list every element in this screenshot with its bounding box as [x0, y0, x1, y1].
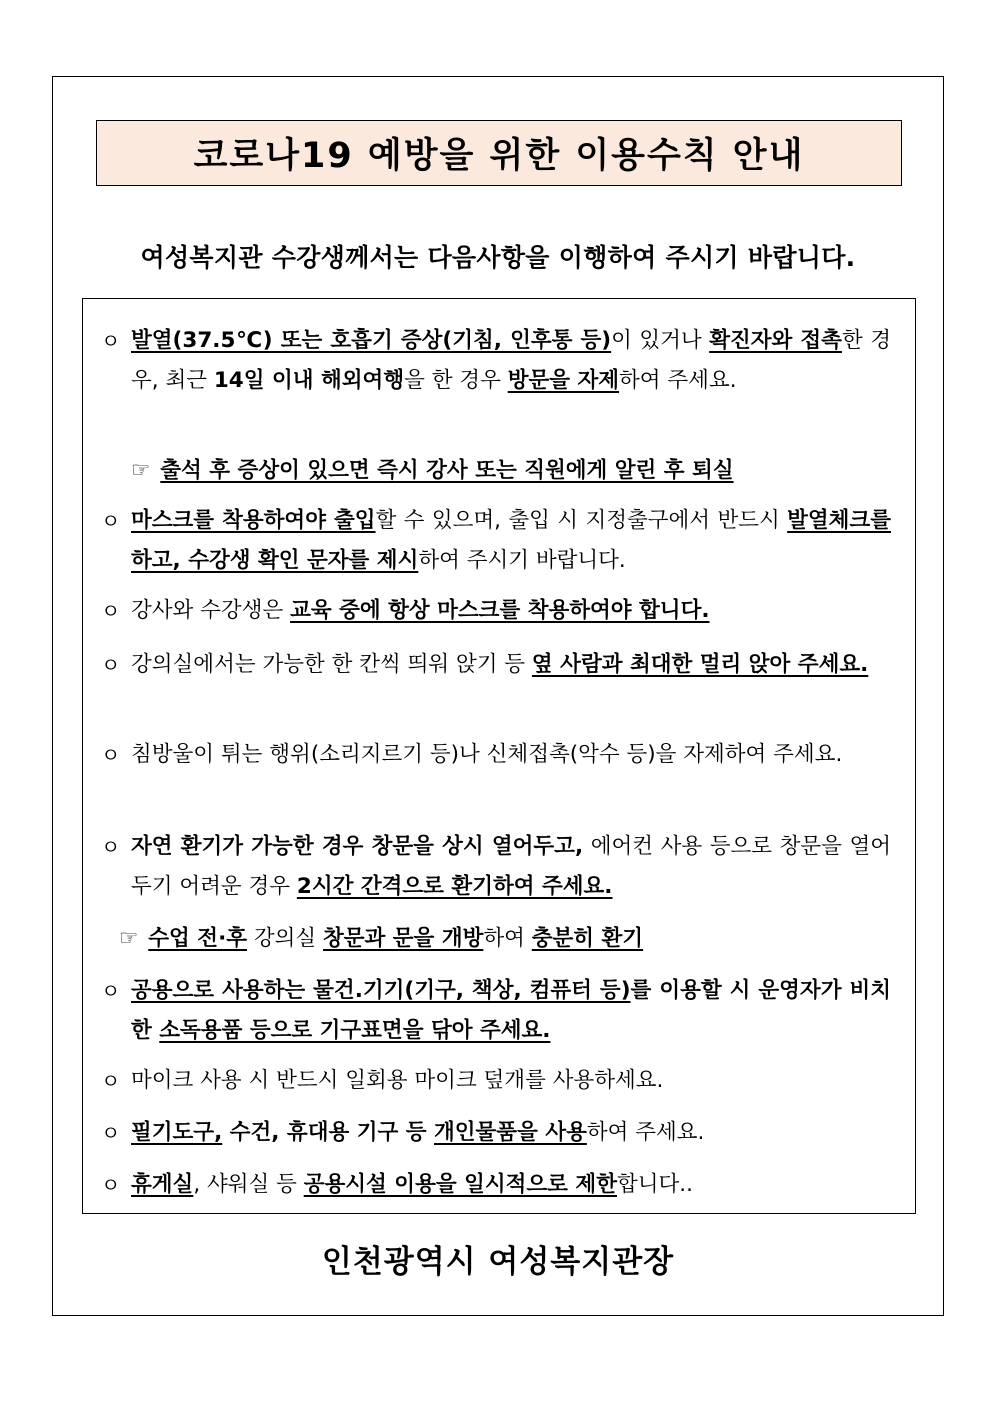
rule-text: 하여 주세요. — [586, 1120, 705, 1145]
rule-text: 발열(37.5℃) 또는 호흡기 증상(기침, 인후통 등) — [131, 328, 612, 353]
rule-text: 개인물품을 사용 — [434, 1120, 587, 1145]
bullet-marker: ㅇ — [101, 329, 121, 353]
rule-text: 을 한 경우 — [404, 368, 508, 393]
rule-item-microphone — [101, 1061, 891, 1101]
rule-text: 2시간 간격으로 환기하여 주세요. — [296, 874, 613, 899]
page-title: 코로나19 예방을 위한 이용수칙 안내 — [193, 136, 805, 176]
rule-item-mask-entry — [101, 501, 891, 581]
bullet-marker: ㅇ — [101, 1069, 121, 1093]
rule-text: 휴게실 — [131, 1172, 194, 1197]
rule-text: 확진자와 접촉 — [709, 328, 842, 353]
bullet-marker: ㅇ — [101, 599, 121, 623]
rule-text: , 샤워실 등 — [193, 1172, 304, 1197]
rule-text: 마스크를 착용하여야 출입 — [131, 508, 376, 533]
rule-text: 침방울이 튀는 행위(소리지르기 등)나 신체접촉(악수 등)을 자제하여 주세요. — [131, 742, 843, 767]
rule-text: 출석 후 증상이 있으면 즉시 강사 또는 직원에게 알린 후 퇴실 — [160, 458, 734, 483]
rule-text: 를 이용할 시 운영자가 비치한 — [131, 978, 892, 1043]
subtitle: 여성복지관 수강생께서는 다음사항을 이행하여 주시기 바랍니다. — [140, 243, 856, 272]
rule-text: 한 경우, 최근 — [131, 328, 891, 393]
rule-text: 14일 이내 해외여행 — [213, 368, 405, 393]
rule-text: 소독용품 등으로 기구표면을 닦아 주세요. — [159, 1018, 551, 1043]
rule-text: 충분히 환기 — [531, 926, 644, 951]
rule-text: 자연 환기가 가능한 경우 창문을 상시 열어두고, — [131, 834, 584, 859]
bullet-marker: ㅇ — [101, 653, 121, 677]
rule-text: 합니다.. — [616, 1172, 693, 1197]
rule-item-distancing — [101, 645, 891, 685]
rule-text: 강사와 수강생은 — [131, 598, 291, 623]
rule-text: 방문을 자제 — [507, 368, 620, 393]
rule-item-shared-facilities — [101, 1165, 891, 1205]
footer-signature: 인천광역시 여성복지관장 — [321, 1244, 675, 1280]
rules-box — [82, 298, 916, 1214]
rule-text: 수건, 휴대용 기구 등 — [222, 1120, 434, 1145]
rule-text: 에어컨 사용 등으로 창문을 열어두기 어려운 경우 — [131, 834, 891, 899]
bullet-marker: ㅇ — [101, 1121, 121, 1145]
pointing-hand-icon: ☞ — [119, 926, 139, 951]
bullet-marker: ㅇ — [101, 835, 121, 859]
bullet-marker: ㅇ — [101, 1173, 121, 1197]
sub-rule-leave-if-symptoms — [131, 451, 734, 491]
pointing-hand-icon: ☞ — [131, 458, 151, 483]
rule-text: 수업 전·후 — [148, 926, 248, 951]
rule-text: 창문과 문을 개방 — [323, 926, 484, 951]
rule-text: 할 수 있으며, 출입 시 지정출구에서 반드시 — [375, 508, 788, 533]
rule-text: 하여 — [483, 926, 532, 951]
rule-text: 하여 주세요. — [619, 368, 737, 393]
rule-text: 공용으로 사용하는 물건.기기(기구, 책상, 컴퓨터 등) — [131, 978, 631, 1003]
bullet-marker: ㅇ — [101, 743, 121, 767]
rule-text: 교육 중에 항상 마스크를 착용하여야 합니다. — [290, 598, 710, 623]
rule-text: 필기도구, — [131, 1120, 223, 1145]
bullet-marker: ㅇ — [101, 979, 121, 1003]
bullet-marker: ㅇ — [101, 509, 121, 533]
sub-rule-class-ventilation — [119, 919, 643, 959]
rule-text: 옆 사람과 최대한 멀리 앉아 주세요. — [531, 652, 869, 677]
rule-text: 공용시설 이용을 일시적으로 제한 — [303, 1172, 617, 1197]
rule-item-shared-equipment — [101, 971, 892, 1051]
rule-text: 마이크 사용 시 반드시 일회용 마이크 덮개를 사용하세요. — [131, 1068, 664, 1093]
rule-text: 하여 주시기 바랍니다. — [418, 548, 626, 573]
rule-item-droplets — [101, 735, 891, 775]
title-box — [96, 120, 902, 186]
rule-item-fever-symptoms — [101, 321, 891, 401]
rule-text: 이 있거나 — [611, 328, 710, 353]
rule-item-personal-items — [101, 1113, 891, 1153]
rule-text: 강의실 — [247, 926, 323, 951]
rule-item-mask-during-class — [101, 591, 891, 631]
rule-text: 발열체크를 하고, 수강생 확인 문자를 제시 — [131, 508, 891, 573]
rule-text: 강의실에서는 가능한 한 칸씩 띄워 앉기 등 — [131, 652, 532, 677]
rule-item-ventilation — [101, 827, 891, 907]
